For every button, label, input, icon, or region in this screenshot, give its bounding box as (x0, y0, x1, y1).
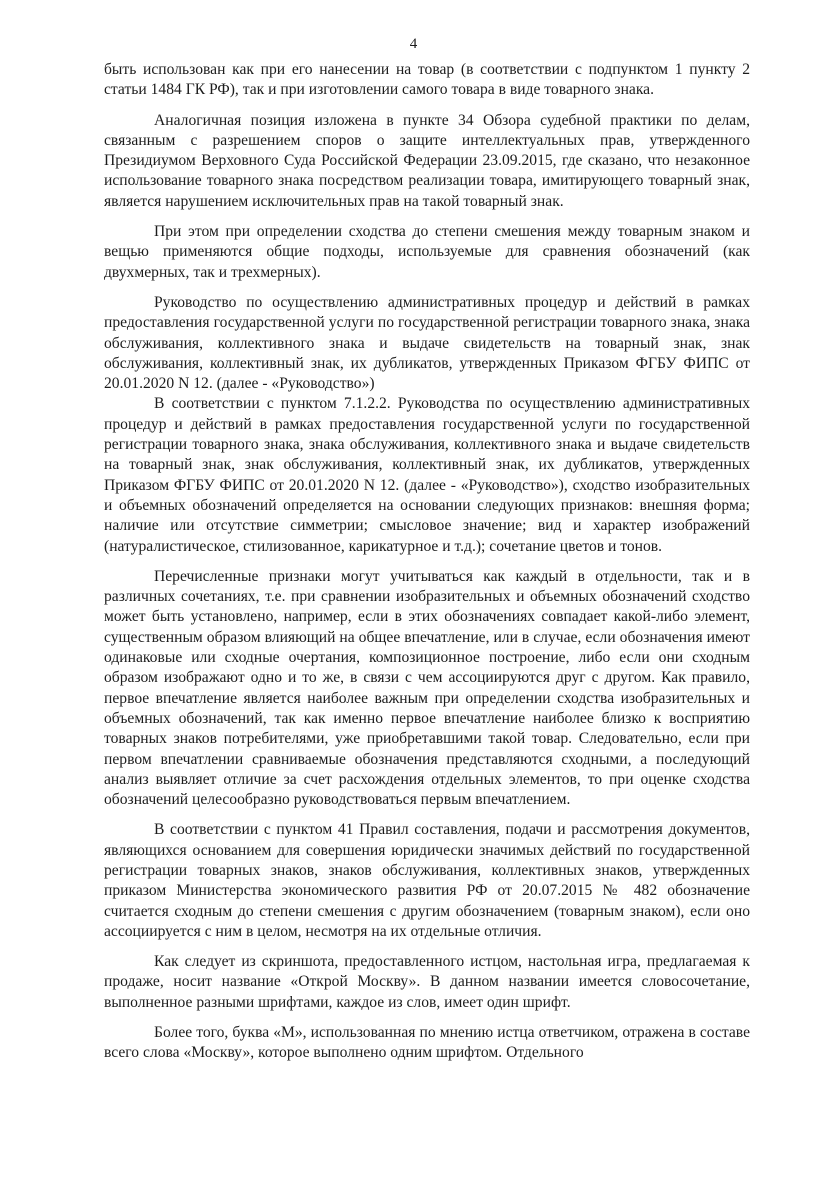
paragraph: В соответствии с пунктом 41 Правил составления, подачи и рассмотрения документов, являющихся основанием для совершения юридически значимых действий по государственной регистрации товарных знаков, знаков обслуживания, коллективных знаков, утвержденных приказом Министерства экономического развития РФ от 20.07.2015 № 482 обозначение считается сходным до степени смешения с другим обозначением (товарным знаком), если оно ассоциируется с ним в целом, несмотря на их отдельные отличия. (104, 821, 750, 940)
paragraph: Перечисленные признаки могут учитываться как каждый в отдельности, так и в различных сочетаниях, т.е. при сравнении изобразительных и объемных обозначений сходство может быть установлено, например, если в этих обозначениях совпадает какой-либо элемент, существенным образом влияющий на общее впечатление, или в случае, если обозначения имеют одинаковые или сходные очертания, композиционное построение, либо если они сходным образом изображают одно и то же, в связи с чем ассоциируются друг с другом. Как правило, первое впечатление является наиболее важным при определении сходства изобразительных и объемных обозначений, так как именно первое впечатление наиболее близко к восприятию товарных знаков потребителями, уже приобретавшими такой товар. Следовательно, если при первом впечатлении сравниваемые обозначения представляются сходными, а последующий анализ выявляет отличие за счет расхождения отдельных элементов, то при оценке сходства обозначений целесообразно руководствоваться первым впечатлением. (104, 567, 750, 809)
paragraph: Более того, буква «М», использованная по мнению истца ответчиком, отражена в составе всего слова «Москву», которое выполнено одним шрифтом. Отдельного (104, 1024, 750, 1062)
paragraph: быть использован как при его нанесении на товар (в соответствии с подпунктом 1 пункту 2 статьи 1484 ГК РФ), так и при изготовлении самого товара в виде товарного знака. (104, 61, 750, 99)
paragraph: В соответствии с пунктом 7.1.2.2. Руководства по осуществлению административных процедур и действий в рамках предоставления государственной услуги по государственной регистрации товарного знака, знака обслуживания, коллективного знака и выдаче свидетельств на товарный знак, знак обслуживания, коллективный знак, их дубликатов, утвержденных Приказом ФГБУ ФИПС от 20.01.2020 N 12. (далее - «Руководство»), сходство изобразительных и объемных обозначений определяется на основании следующих признаков: внешняя форма; наличие или отсутствие симметрии; смысловое значение; вид и характер изображений (натуралистическое, стилизованное, карикатурное и т.д.); сочетание цветов и тонов. (104, 395, 750, 555)
paragraph: Как следует из скриншота, предоставленного истцом, настольная игра, предлагаемая к продаже, носит название «Открой Москву». В данном названии имеется словосочетание, выполненное разными шрифтами, каждое из слов, имеет один шрифт. (104, 953, 750, 1011)
paragraph: При этом при определении сходства до степени смешения между товарным знаком и вещью применяются общие подходы, используемые для сравнения обозначений (как двухмерных, так и трехмерных). (104, 223, 750, 281)
paragraph: Аналогичная позиция изложена в пункте 34 Обзора судебной практики по делам, связанным с разрешением споров о защите интеллектуальных прав, утвержденного Президиумом Верховного Суда Российской Федерации 23.09.2015, где сказано, что незаконное использование товарного знака посредством реализации товара, имитирующего товарный знак, является нарушением исключительных прав на такой товарный знак. (104, 111, 750, 210)
page-number: 4 (409, 36, 418, 52)
document-body (104, 60, 750, 1064)
paragraph: Руководство по осуществлению административных процедур и действий в рамках предоставления государственной услуги по государственной регистрации товарного знака, знака обслуживания, коллективного знака и выдаче свидетельств на товарный знак, знак обслуживания, коллективный знак, их дубликатов, утвержденных Приказом ФГБУ ФИПС от 20.01.2020 N 12. (далее - «Руководство») (104, 293, 750, 393)
